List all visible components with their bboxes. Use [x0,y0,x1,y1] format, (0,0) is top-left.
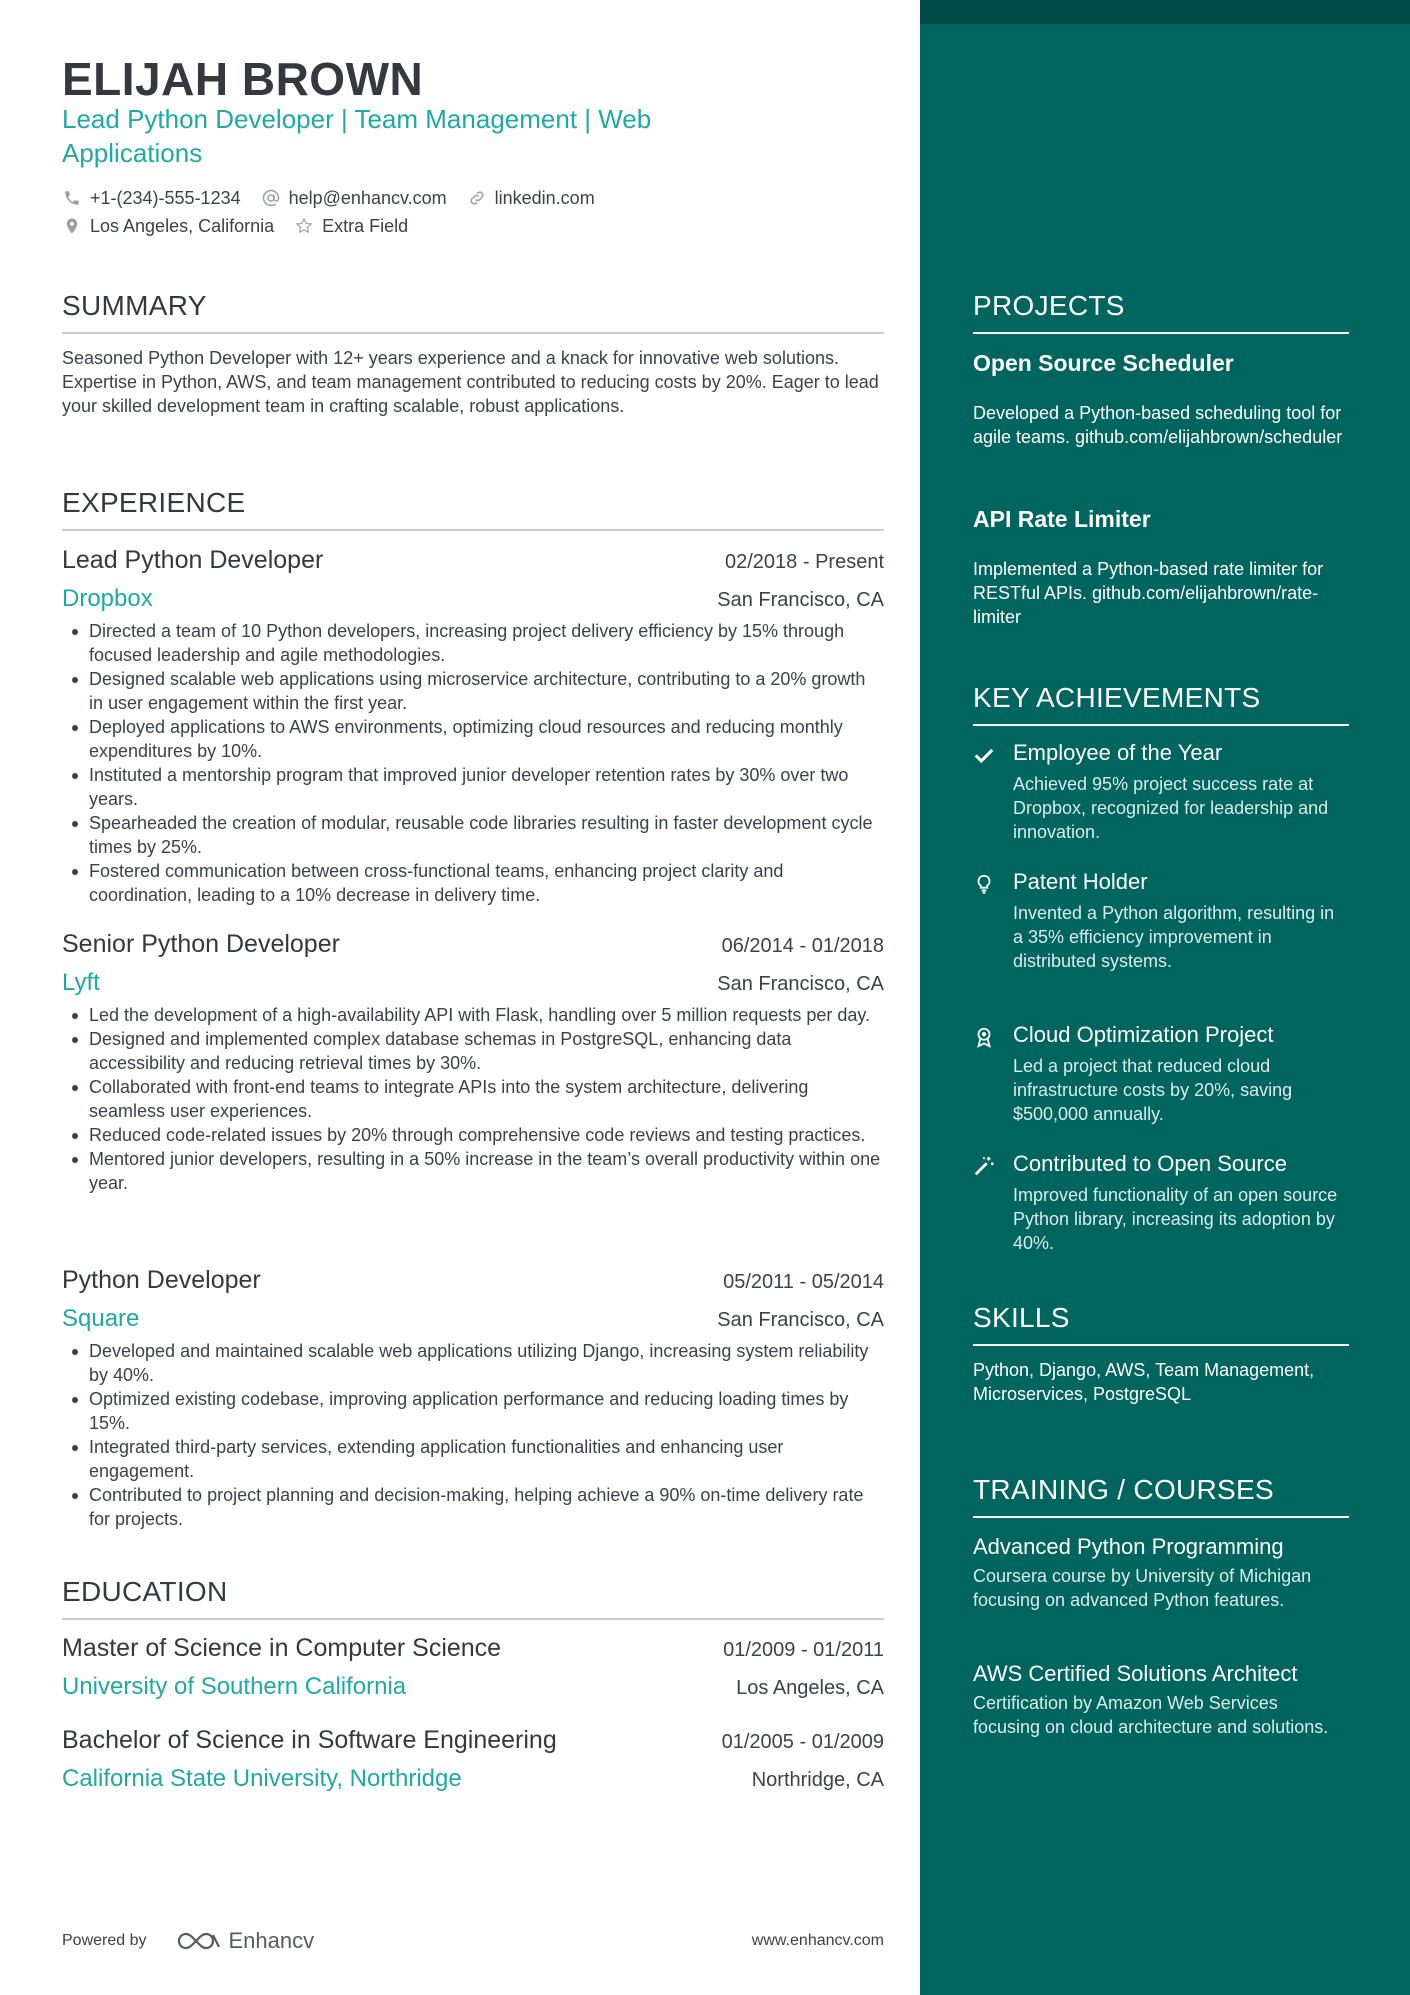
achievement-desc: Achieved 95% project success rate at Dropbox, recognized for leadership and innovation. [1013,774,1329,842]
contact-phone[interactable] [62,188,241,209]
skills-text: Python, Django, AWS, Team Management, Microservices, PostgreSQL [973,1360,1315,1404]
skills-section [973,1302,1349,1406]
course-title: AWS Certified Solutions Architect [973,1661,1298,1686]
skills-heading: SKILLS [973,1302,1349,1346]
course-desc: Coursera course by University of Michigan focusing on advanced Python features. [973,1566,1312,1610]
course-item [973,1534,1349,1612]
enhancv-logo[interactable] [175,1928,315,1954]
education-heading: EDUCATION [62,1576,884,1620]
powered-by [62,1928,314,1954]
achievement-title: Cloud Optimization Project [1013,1022,1274,1047]
education-entry [62,1634,884,1701]
company-name: Lyft [62,969,100,996]
achievement-desc: Invented a Python algorithm, resulting in a 35% efficiency improvement in distributed systems. [1013,903,1335,971]
extra-text: Extra Field [322,215,409,236]
project-item [973,506,1349,629]
achievement-item [973,1022,1349,1126]
projects-section [973,290,1349,334]
location-pin-icon [62,216,82,236]
achievement-desc: Led a project that reduced cloud infrastructure costs by 20%, saving $500,000 annually. [1013,1056,1293,1124]
achievement-item [973,740,1349,844]
headline: Lead Python Developer | Team Management | Web Applications [62,104,652,168]
project-title: API Rate Limiter [973,506,1151,532]
bullet-item: Reduced code-related issues by 20% through comprehensive code reviews and testing practices. [62,1123,884,1147]
degree-title: Bachelor of Science in Software Engineering [62,1726,557,1754]
job-entry [62,1266,884,1531]
job-bullets [62,619,884,907]
infinity-logo-icon [175,1929,223,1953]
email-text: help@enhancv.com [288,187,447,208]
school-name: University of Southern California [62,1673,407,1700]
achievements-section [973,682,1349,726]
lightbulb-icon [973,869,1013,973]
degree-title: Master of Science in Computer Science [62,1634,502,1662]
bullet-item: Instituted a mentorship program that improved junior developer retention rates by 30% over two years. [62,763,884,811]
summary-heading: SUMMARY [62,290,884,334]
project-item [973,350,1349,449]
experience-section [62,487,884,531]
contact-extra [294,216,408,237]
job-title: Senior Python Developer [62,930,340,958]
sidebar [920,0,1410,1995]
link-icon [467,188,487,208]
phone-text: +1-(234)-555-1234 [90,187,241,208]
checkmark-icon [973,740,1013,844]
job-bullets [62,1339,884,1531]
award-icon [973,1022,1013,1126]
star-icon [294,216,314,236]
phone-icon [62,188,82,208]
bullet-item: Directed a team of 10 Python developers, increasing project delivery efficiency by 15% through focused leadership and agile methodologies. [62,619,884,667]
bullet-item: Deployed applications to AWS environments, optimizing cloud resources and reducing monthly expenditures by 10%. [62,715,884,763]
bullet-item: Integrated third-party services, extending application functionalities and enhancing user engagement. [62,1435,884,1483]
bullet-item: Optimized existing codebase, improving application performance and reducing loading times by 15%. [62,1387,884,1435]
education-date: 01/2005 - 01/2009 [721,1731,884,1753]
bullet-item: Fostered communication between cross-functional teams, enhancing project clarity and coordination, leading to a 10% decrease in delivery time. [62,859,884,907]
school-name: California State University, Northridge [62,1765,462,1792]
education-section [62,1576,884,1620]
achievement-desc: Improved functionality of an open source Python library, increasing its adoption by 40%. [1013,1185,1338,1253]
contact-location [62,216,274,237]
course-item [973,1661,1349,1739]
course-title: Advanced Python Programming [973,1534,1284,1559]
job-location: San Francisco, CA [717,589,884,611]
achievement-item [973,1151,1349,1255]
achievement-item [973,869,1349,973]
bullet-item: Designed scalable web applications using microservice architecture, contributing to a 20% growth in user engagement within the first year. [62,667,884,715]
contact-email[interactable] [261,188,447,209]
education-entry [62,1726,884,1793]
job-entry [62,546,884,907]
job-bullets [62,1003,884,1195]
project-desc: Developed a Python-based scheduling tool for agile teams. github.com/elijahbrown/scheduler [973,403,1343,447]
job-location: San Francisco, CA [717,1309,884,1331]
company-name: Square [62,1305,140,1332]
footer [62,1928,884,1954]
training-heading: TRAINING / COURSES [973,1474,1349,1518]
linkedin-text: linkedin.com [494,187,595,208]
projects-heading: PROJECTS [973,290,1349,334]
summary-section [62,290,884,418]
company-name: Dropbox [62,585,153,612]
contact-linkedin[interactable] [467,188,595,209]
contact-info [62,184,884,240]
achievement-title: Employee of the Year [1013,740,1223,765]
course-desc: Certification by Amazon Web Services focusing on cloud architecture and solutions. [973,1693,1329,1737]
education-location: Northridge, CA [751,1769,884,1791]
bullet-item: Collaborated with front-end teams to integrate APIs into the system architecture, delivering seamless user experiences. [62,1075,884,1123]
bullet-item: Led the development of a high-availability API with Flask, handling over 5 million requests per day. [62,1003,884,1027]
job-location: San Francisco, CA [717,973,884,995]
bullet-item: Developed and maintained scalable web applications utilizing Django, increasing system reliability by 40%. [62,1339,884,1387]
job-entry [62,930,884,1195]
bullet-item: Contributed to project planning and decision-making, helping achieve a 90% on-time delivery rate for projects. [62,1483,884,1531]
achievement-title: Contributed to Open Source [1013,1151,1287,1176]
experience-heading: EXPERIENCE [62,487,884,531]
job-date: 06/2014 - 01/2018 [721,935,884,957]
project-desc: Implemented a Python-based rate limiter for RESTful APIs. github.com/elijahbrown/rate-limiter [973,559,1324,627]
achievement-title: Patent Holder [1013,869,1148,894]
job-date: 05/2011 - 05/2014 [723,1271,884,1293]
candidate-name: ELIJAH BROWN [62,53,424,105]
footer-website[interactable]: www.enhancv.com [751,1932,884,1949]
job-title: Lead Python Developer [62,546,324,574]
achievements-heading: KEY ACHIEVEMENTS [973,682,1349,726]
bullet-item: Spearheaded the creation of modular, reusable code libraries resulting in faster development cycle times by 25%. [62,811,884,859]
training-section [973,1474,1349,1518]
at-sign-icon [261,188,281,208]
bullet-item: Mentored junior developers, resulting in a 50% increase in the team’s overall productivity within one year. [62,1147,884,1195]
brand-name: Enhancv [228,1928,315,1953]
magic-wand-icon [973,1151,1013,1255]
education-date: 01/2009 - 01/2011 [723,1639,884,1661]
sidebar-top-band [920,0,1410,24]
summary-text: Seasoned Python Developer with 12+ years experience and a knack for innovative web solutions. Expertise in Python, AWS, and team management contributed to reducing costs by 20%. Eager to lead your skilled development team in crafting scalable, robust applications. [62,348,879,416]
bullet-item: Designed and implemented complex database schemas in PostgreSQL, enhancing data accessibility and reducing retrieval times by 30%. [62,1027,884,1075]
education-location: Los Angeles, CA [736,1677,884,1699]
project-title: Open Source Scheduler [973,350,1234,376]
location-text: Los Angeles, California [90,215,275,236]
job-date: 02/2018 - Present [725,551,884,573]
job-title: Python Developer [62,1266,261,1294]
powered-by-label: Powered by [62,1932,147,1949]
